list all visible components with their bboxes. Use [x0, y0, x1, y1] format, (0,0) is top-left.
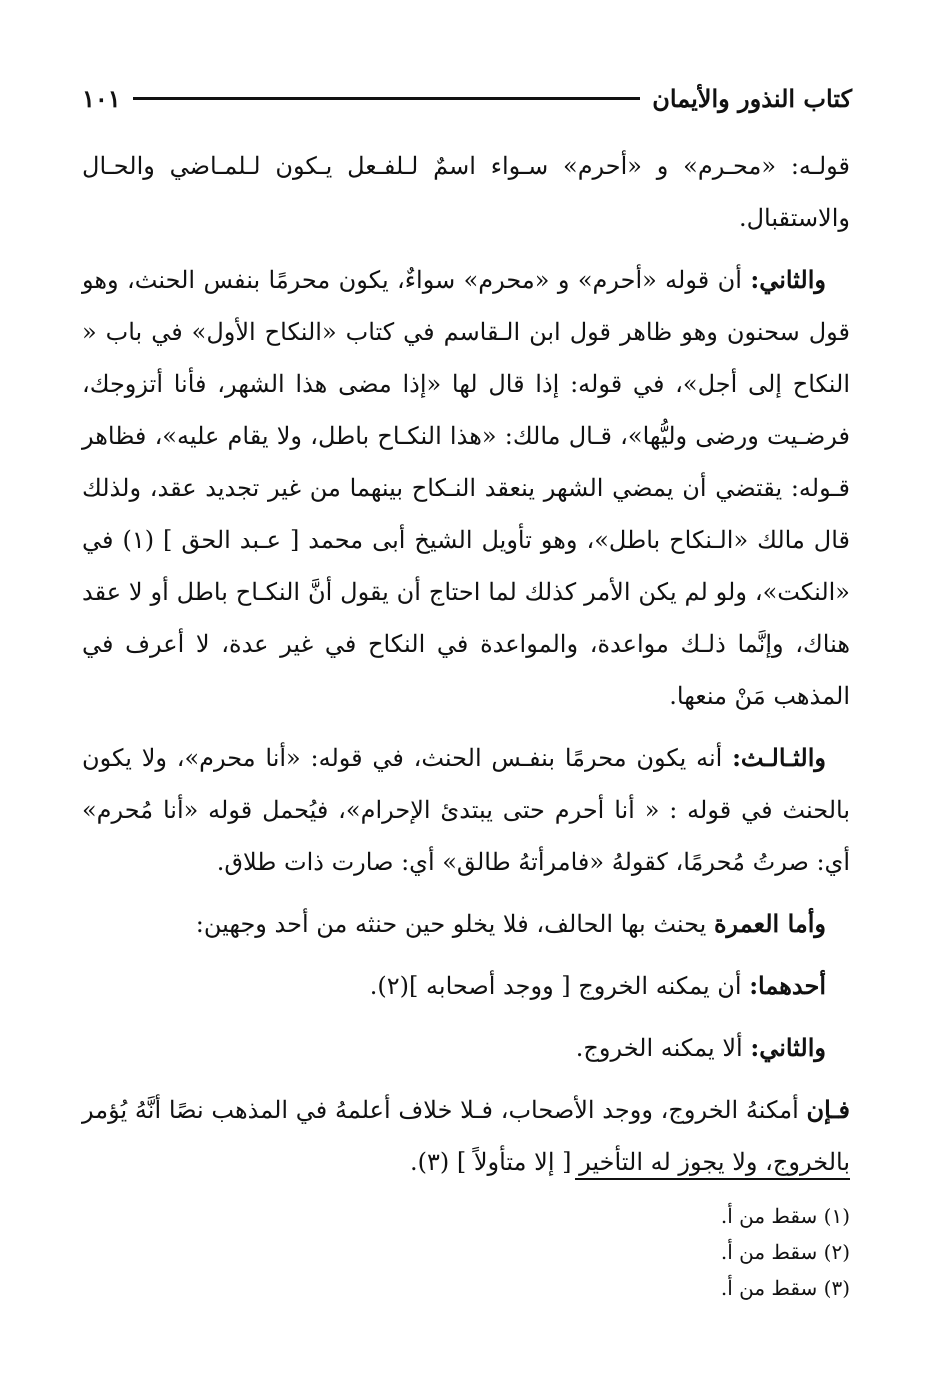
paragraph-1 [82, 140, 850, 244]
body-text [82, 140, 850, 1198]
running-header [82, 80, 852, 116]
paragraph-7 [82, 1084, 850, 1188]
footnote-1: (١) سقط من أ. [720, 1204, 850, 1228]
paragraph-lead: والثاني: [750, 265, 826, 294]
paragraph-lead: أحدهما: [749, 971, 826, 1000]
paragraph-lead: وأما العمرة [713, 909, 826, 938]
header-rule [133, 97, 641, 100]
paragraph-6 [82, 1022, 850, 1074]
paragraph-text: قولـه: «محـرم» و «أحرم» سـواء اسمٌ لـلفـعل يـكون لـلمـاضي والحـال والاستقبال. [82, 152, 850, 232]
footnotes [600, 1198, 850, 1306]
paragraph-text: يحنث بها الحالف، فلا يخلو حين حنثه من أحد وجهين: [195, 910, 714, 938]
header-title: كتاب النذور والأيمان [652, 83, 852, 113]
footnote-3: (٣) سقط من أ. [720, 1276, 850, 1300]
paragraph-5 [82, 960, 850, 1012]
paragraph-text: أن قوله «أحرم» و «محرم» سواءٌ، يكون محرمًا بنفس الحنث، وهو قول سحنون وهو ظاهر قول ابن الـقاسم في كتاب «النكاح الأول» في باب « النكاح إلى أجل»، في قوله: إذا قال لها «إذا مضى هذا الشهر، فأنا أتزوجك، فرضـيت ورضى وليُّها»، قـال مالك: «هذا النكـاح باطل، ولا يقام عليه»، فظاهر قـوله: يقتضي أن يمضي الشهر ينعقد النـكاح بينهما من غير تجديد عقد، ولذلك قال مالك «الـنكاح باطل»، وهو تأويل الشيخ أبى محمد [ عـبد الحق ] (١) في «النكت»، ولو لم يكن الأمر كذلك لما احتاج أن يقول أنَّ النكـاح باطل أو لا عقد هناك، وإنَّما ذلـك مواعدة، والمواعدة في النكاح في غير عدة، لا أعرف في المذهب مَنْ منعها. [82, 266, 851, 710]
paragraph-2 [82, 254, 850, 722]
paragraph-3 [82, 732, 850, 888]
paragraph-text: أن يمكنه الخروج [ ووجد أصحابه ](٢). [369, 972, 750, 1000]
paragraph-lead: والثـالـث: [732, 743, 826, 772]
paragraph-text: أمكنهُ الخروج، ووجد الأصحاب، فـلا خلاف أعلمهُ في المذهب نصًا أنَّهُ يُؤمر بالخروج، ولا يجوز له التأخير [ إلا متأولاً ] (٣). [82, 1096, 850, 1176]
footnote-2: (٢) سقط من أ. [720, 1240, 850, 1264]
paragraph-4 [82, 898, 850, 950]
paragraph-text: أنه يكون محرمًا بنفـس الحنث، في قوله: «أنا محرم»، ولا يكون بالحنث في قوله : « أنا أحرم حتى يبتدئ الإحرام»، فيُحمل قوله «أنا مُحرم» أي: صرتُ مُحرمًا، كقولهُ «فامرأتهُ طالق» أي: صارت ذات طلاق. [82, 744, 850, 876]
footnote-separator [575, 1178, 850, 1180]
page-number: ١٠١ [82, 83, 121, 113]
paragraph-lead: والثاني: [750, 1033, 826, 1062]
paragraph-text: ألا يمكنه الخروج. [575, 1034, 751, 1062]
paragraph-lead: فـإن [806, 1095, 850, 1124]
